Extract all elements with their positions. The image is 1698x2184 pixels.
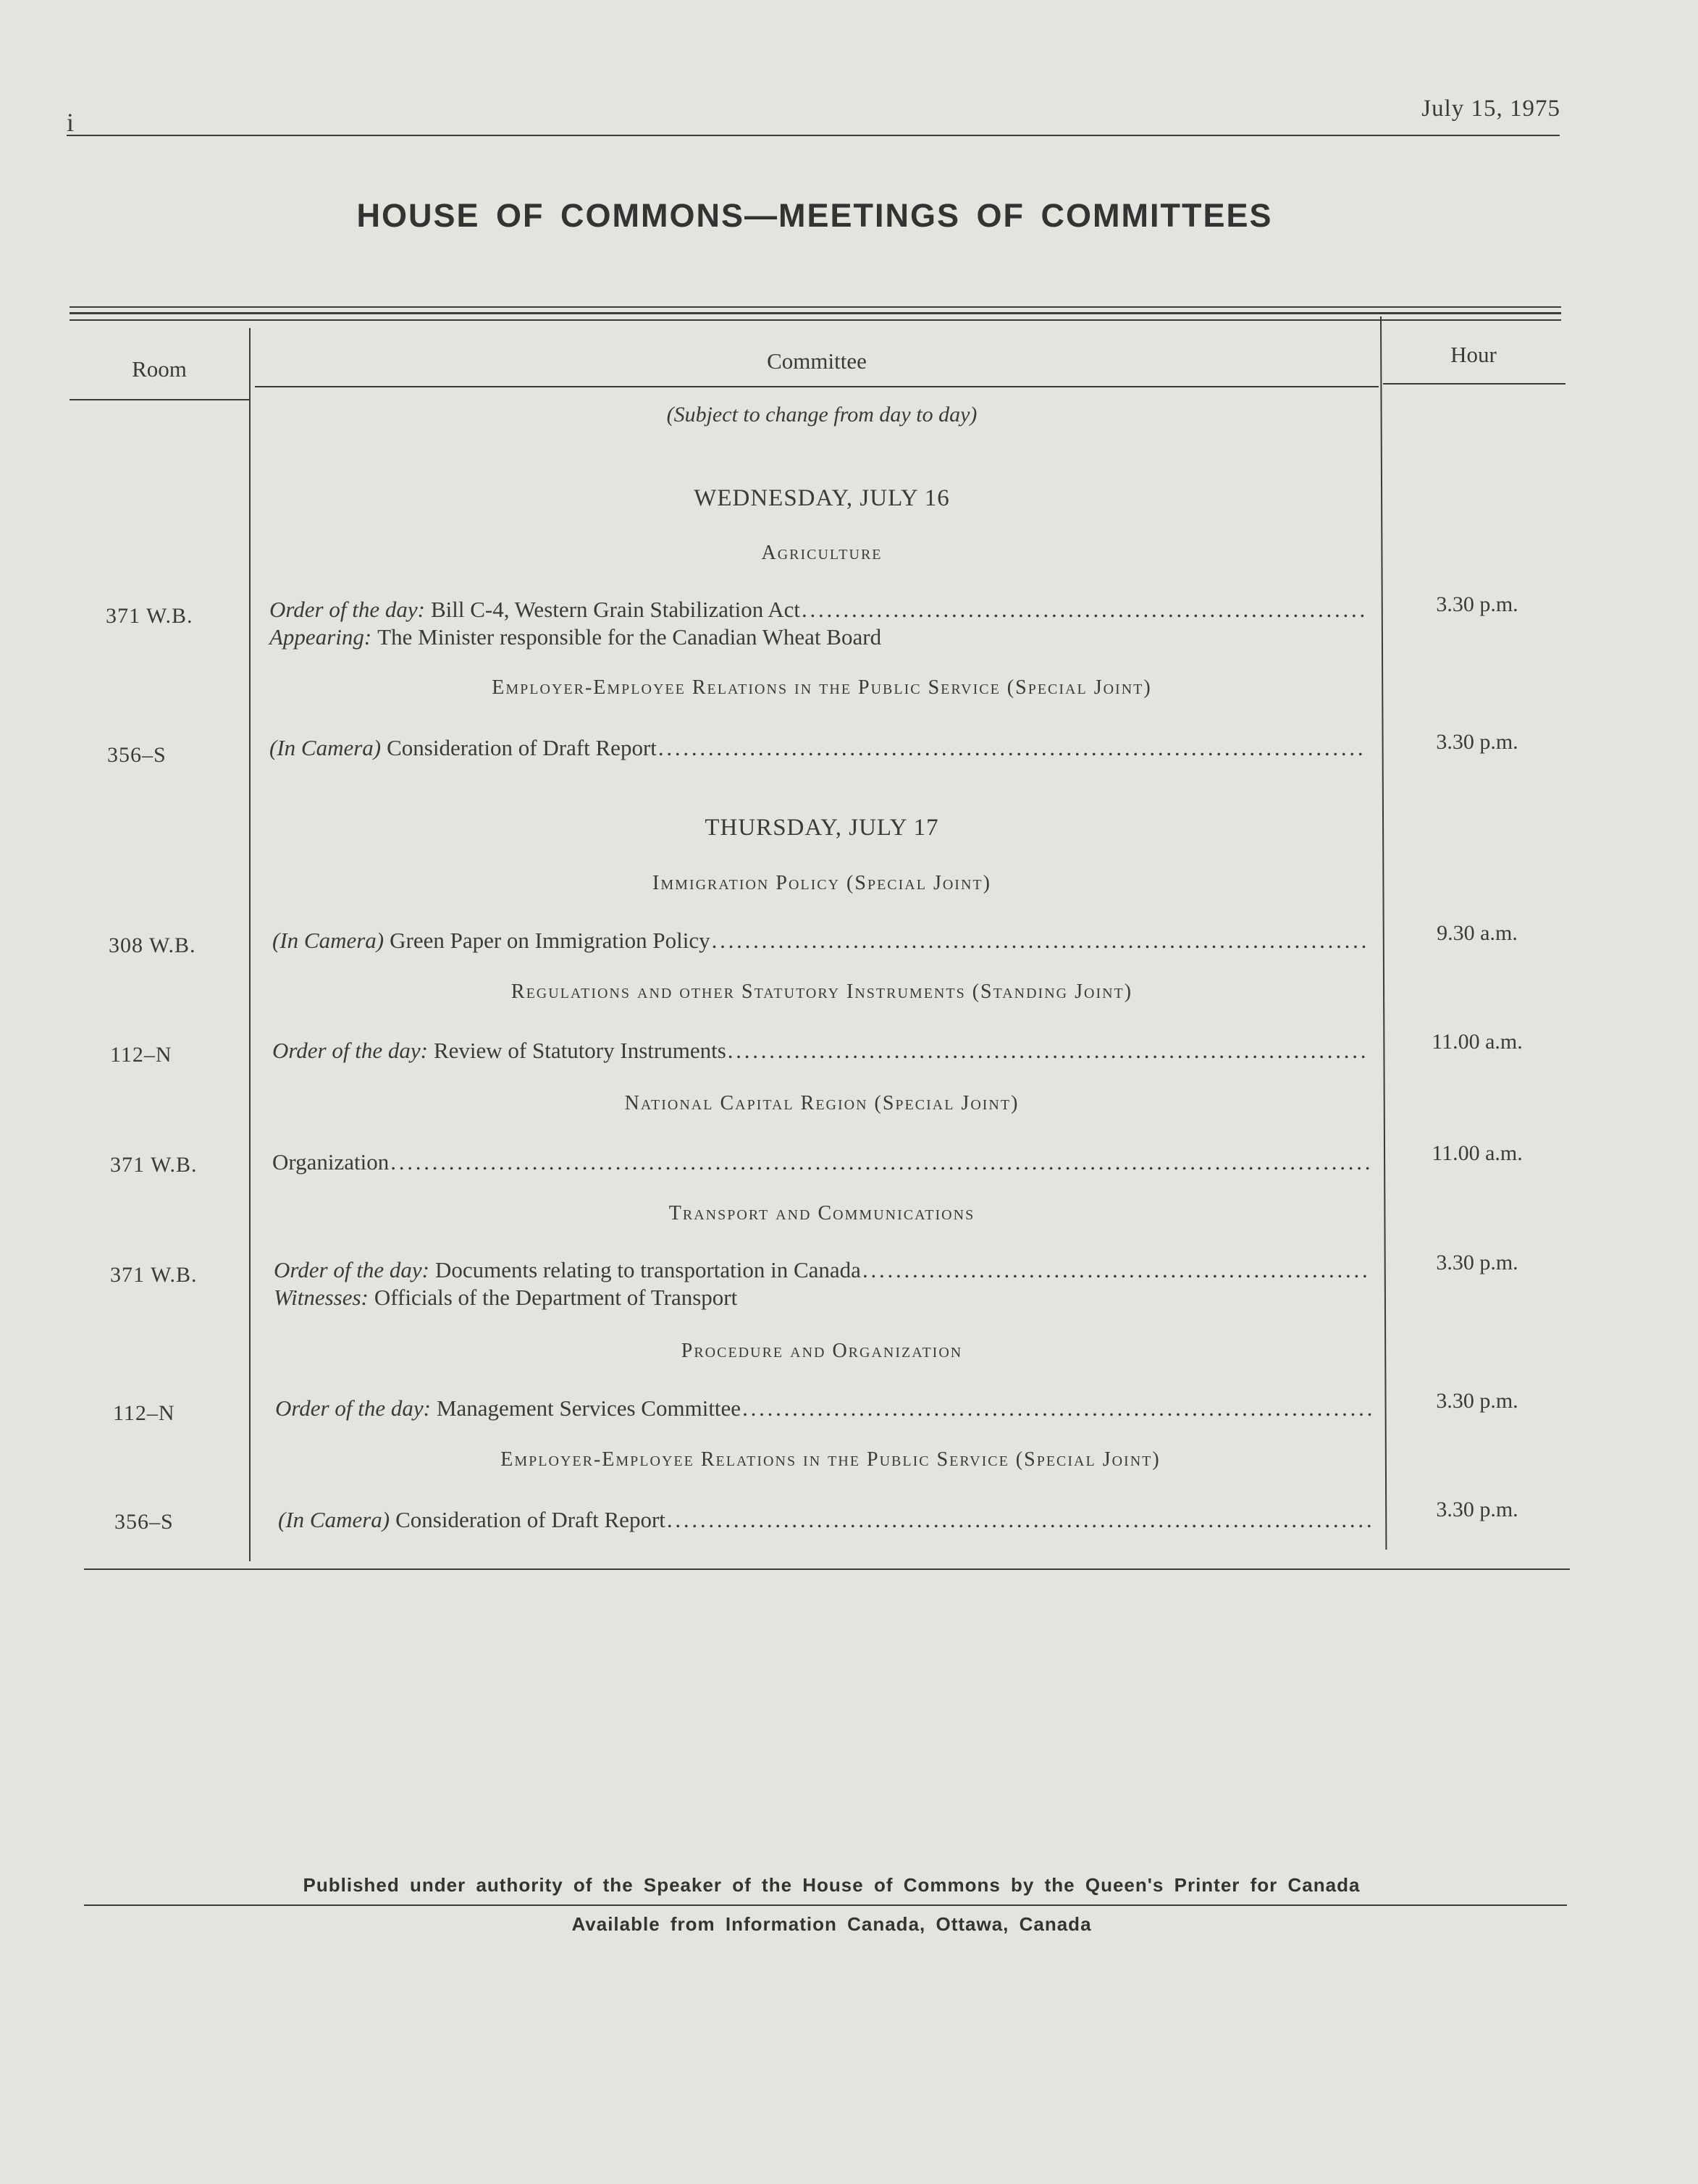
entry-label: Appearing: xyxy=(269,624,372,650)
committee-heading: Regulations and other Statutory Instruments (Standing Joint) xyxy=(510,980,1133,1003)
entry-line xyxy=(272,1037,1370,1064)
entry-line xyxy=(269,596,1367,623)
page-folio: i xyxy=(67,108,75,137)
subject-note: (Subject to change from day to day) xyxy=(666,403,978,427)
dot-leader xyxy=(742,1395,1373,1422)
meeting-hour: 11.00 a.m. xyxy=(1432,1030,1523,1054)
entry-text: Documents relating to transportation in Canada xyxy=(434,1257,861,1282)
dot-leader xyxy=(667,1506,1376,1534)
meeting-hour: 3.30 p.m. xyxy=(1436,1498,1518,1521)
entry-label: (In Camera) xyxy=(272,928,384,953)
committee-heading: Agriculture xyxy=(761,542,883,564)
entry-label: Order of the day: xyxy=(269,597,425,622)
entry-line xyxy=(269,623,1367,651)
committee-heading: Transport and Communications xyxy=(668,1202,975,1225)
header-rule xyxy=(67,135,1560,136)
committee-heading: National Capital Region (Special Joint) xyxy=(624,1092,1020,1114)
committee-heading: Employer-Employee Relations in the Public Service (Special Joint) xyxy=(492,676,1152,699)
hour-column-header: Hour xyxy=(1450,342,1497,367)
entry-line xyxy=(269,734,1367,762)
availability-note: Available from Information Canada, Ottawa, Canada xyxy=(571,1913,1092,1935)
room-number: 356–S xyxy=(114,1510,174,1534)
publisher-note: Published under authority of the Speaker of the House of Commons by the Queen's Printer for Canada xyxy=(303,1874,1361,1896)
issue-date: July 15, 1975 xyxy=(1421,96,1560,122)
dot-leader xyxy=(862,1256,1371,1284)
committee-entry xyxy=(274,1256,1371,1311)
room-number: 371 W.B. xyxy=(110,1153,198,1177)
entry-text: Management Services Committee xyxy=(436,1395,741,1421)
dot-leader xyxy=(390,1148,1370,1176)
entry-line xyxy=(272,927,1370,954)
dot-leader xyxy=(728,1037,1370,1064)
entry-text: Organization xyxy=(272,1149,390,1175)
committee-entry xyxy=(269,734,1367,762)
dot-leader xyxy=(802,596,1367,623)
room-number: 371 W.B. xyxy=(106,604,193,628)
page-title: HOUSE OF COMMONS—MEETINGS OF COMMITTEES xyxy=(356,197,1273,234)
entry-text: Bill C-4, Western Grain Stabilization Act xyxy=(430,597,801,622)
entry-label: (In Camera) xyxy=(269,735,382,760)
committee-entry xyxy=(272,1037,1370,1064)
meeting-hour: 3.30 p.m. xyxy=(1436,1389,1518,1413)
entry-line xyxy=(278,1506,1376,1534)
table-top-rule-1 xyxy=(70,306,1561,308)
entry-label: Witnesses: xyxy=(274,1285,369,1310)
meeting-hour: 9.30 a.m. xyxy=(1437,921,1518,945)
room-number: 308 W.B. xyxy=(109,933,196,957)
committee-entry xyxy=(275,1395,1373,1422)
committee-column-header: Committee xyxy=(767,348,867,374)
committee-entry xyxy=(278,1506,1376,1534)
room-header-rule xyxy=(70,399,249,400)
room-number: 356–S xyxy=(107,743,167,767)
entry-line xyxy=(274,1284,1371,1311)
footer-rule xyxy=(84,1904,1567,1906)
table-top-rule-3 xyxy=(70,319,1561,321)
entry-label: (In Camera) xyxy=(278,1507,390,1532)
committee-entry xyxy=(272,1148,1370,1176)
entry-line xyxy=(275,1395,1373,1422)
day-heading-wednesday: WEDNESDAY, JULY 16 xyxy=(694,485,950,511)
meeting-hour: 11.00 a.m. xyxy=(1432,1141,1523,1165)
entry-label: Order of the day: xyxy=(274,1257,429,1282)
table-top-rule-2 xyxy=(70,312,1561,314)
committee-entry xyxy=(272,927,1370,954)
entry-text: Green Paper on Immigration Policy xyxy=(390,928,710,953)
entry-line xyxy=(272,1148,1370,1176)
committee-heading: Immigration Policy (Special Joint) xyxy=(652,872,991,894)
committee-heading: Employer-Employee Relations in the Public Service (Special Joint) xyxy=(500,1448,1161,1471)
entry-text: Review of Statutory Instruments xyxy=(433,1038,726,1063)
entry-line xyxy=(274,1256,1371,1284)
room-number: 371 W.B. xyxy=(110,1263,198,1287)
hour-header-rule xyxy=(1383,383,1565,385)
room-column-header: Room xyxy=(132,356,187,382)
committee-entry xyxy=(269,596,1367,651)
meeting-hour: 3.30 p.m. xyxy=(1436,592,1518,616)
room-number: 112–N xyxy=(113,1401,175,1425)
room-number: 112–N xyxy=(110,1043,172,1067)
entry-text: Officials of the Department of Transport xyxy=(374,1285,738,1310)
day-heading-thursday: THURSDAY, JULY 17 xyxy=(705,815,939,841)
entry-text: Consideration of Draft Report xyxy=(387,735,657,760)
entry-label: Order of the day: xyxy=(275,1395,431,1421)
committee-header-rule xyxy=(255,386,1379,387)
meeting-hour: 3.30 p.m. xyxy=(1436,730,1518,754)
entry-text: The Minister responsible for the Canadian Wheat Board xyxy=(377,624,882,650)
entry-label: Order of the day: xyxy=(272,1038,428,1063)
table-bottom-rule xyxy=(84,1568,1570,1570)
dot-leader xyxy=(658,734,1367,762)
meeting-hour: 3.30 p.m. xyxy=(1436,1251,1518,1274)
entry-text: Consideration of Draft Report xyxy=(395,1507,665,1532)
dot-leader xyxy=(712,927,1370,954)
committee-heading: Procedure and Organization xyxy=(681,1340,963,1362)
